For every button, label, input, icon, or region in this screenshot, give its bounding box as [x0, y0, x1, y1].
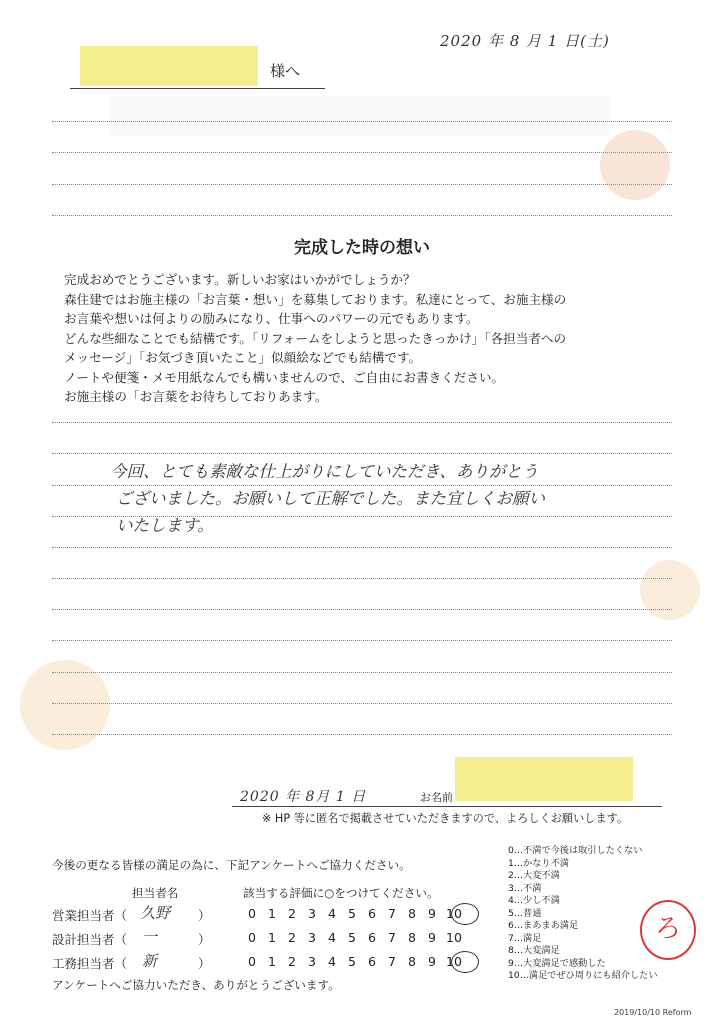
survey-thanks: アンケートへご協力いただき、ありがとうございます。 [52, 978, 340, 992]
writing-line-5 [52, 547, 672, 548]
survey-role-label: 設計担当者（ [52, 932, 128, 947]
footer-version: 2019/10/10 Reform [614, 1008, 692, 1017]
background-flower-left [20, 660, 110, 750]
background-header-block [110, 96, 610, 136]
background-flower-right [640, 560, 700, 620]
rating-option-6[interactable]: 6 [368, 954, 376, 969]
survey-role-close: ） [198, 908, 211, 923]
survey-row-design [52, 928, 492, 950]
red-circled-mark: ろ [640, 900, 696, 960]
rating-option-2[interactable]: 2 [288, 954, 296, 969]
legend-item: 9…大変満足で感動した [508, 957, 606, 969]
rating-option-1[interactable]: 1 [268, 930, 276, 945]
survey-rating-scale[interactable] [242, 954, 466, 969]
rating-option-4[interactable]: 4 [328, 930, 336, 945]
survey-staff-name: 一 [142, 928, 158, 946]
legend-item: 3…不満 [508, 882, 542, 894]
survey-staff-name: 新 [142, 952, 158, 970]
writing-line-1 [52, 422, 672, 423]
survey-role-label: 工務担当者（ [52, 956, 128, 971]
rating-option-7[interactable]: 7 [388, 906, 396, 921]
writing-line-2 [52, 453, 672, 454]
rating-option-2[interactable]: 2 [288, 906, 296, 921]
top-line-3 [52, 184, 672, 185]
legend-item: 7…満足 [508, 932, 542, 944]
survey-staff-name: 久野 [140, 904, 171, 922]
rating-option-1[interactable]: 1 [268, 906, 276, 921]
writing-line-7 [52, 609, 672, 610]
rating-option-4[interactable]: 4 [328, 906, 336, 921]
signature-name-label: お名前 [420, 791, 453, 804]
intro-line: 完成おめでとうございます。新しいお家はいかがでしょうか？ [64, 272, 416, 287]
writing-line-11 [52, 734, 672, 735]
signature-underline [232, 806, 662, 807]
legend-item: 2…大変不満 [508, 870, 560, 881]
handwritten-line: いたします。 [116, 516, 214, 535]
rating-option-9[interactable]: 9 [428, 930, 436, 945]
handwritten-line: ございました。お願いして正解でした。また宜しくお願い [116, 489, 545, 508]
rating-option-8[interactable]: 8 [408, 954, 416, 969]
top-line-2 [52, 152, 672, 153]
rating-option-4[interactable]: 4 [328, 954, 336, 969]
handwritten-line: 今回、とても素敵な仕上がりにしていただき、ありがとう [110, 462, 539, 481]
top-line-4 [52, 215, 672, 216]
rating-legend [508, 845, 658, 983]
rating-option-9[interactable]: 9 [428, 906, 436, 921]
rating-option-0[interactable]: 0 [248, 930, 256, 945]
rating-option-5[interactable]: 5 [348, 930, 356, 945]
document-date: 2020 年 8 月 1 日(土) [440, 32, 610, 50]
intro-line: ノートや便箋・メモ用紙なんでも構いませんので、ご自由にお書きください。 [64, 369, 505, 385]
rating-option-9[interactable]: 9 [428, 954, 436, 969]
rating-option-3[interactable]: 3 [308, 906, 316, 921]
rating-circle-mark [451, 951, 479, 973]
writing-line-8 [52, 640, 672, 641]
intro-line: 森住建ではお施主様の「お言葉・想い」を募集しております。私達にとって、お施主様の [64, 291, 567, 307]
legend-item: 4…少し不満 [508, 895, 560, 906]
rating-option-3[interactable]: 3 [308, 930, 316, 945]
writing-line-6 [52, 578, 672, 579]
rating-option-10[interactable]: 10 [446, 954, 462, 969]
rating-option-8[interactable]: 8 [408, 930, 416, 945]
rating-option-5[interactable]: 5 [348, 954, 356, 969]
handwritten-message [110, 458, 545, 539]
rating-option-10[interactable]: 10 [446, 930, 462, 945]
recipient-underline [70, 88, 325, 89]
legend-item: 8…大変満足 [508, 945, 560, 956]
intro-line: どんな些細なことでも結構です。「リフォームをしようと思ったきっかけ」「各担当者への [64, 330, 567, 346]
rating-option-5[interactable]: 5 [348, 906, 356, 921]
legend-item: 1…かなり不満 [508, 857, 569, 869]
rating-option-7[interactable]: 7 [388, 954, 396, 969]
survey-role-close: ） [198, 932, 211, 947]
recipient-name-redaction [80, 46, 258, 86]
top-line-1 [52, 121, 672, 122]
legend-item: 5…普通 [508, 907, 542, 919]
survey-rating-header: 該当する評価に○をつけてください。 [243, 886, 439, 900]
survey-staff-header: 担当者名 [132, 886, 179, 900]
legend-item: 10…満足でぜひ周りにも紹介したい [508, 970, 658, 981]
survey-role-close: ） [198, 956, 211, 971]
rating-option-8[interactable]: 8 [408, 906, 416, 921]
legend-item: 6…まあまあ満足 [508, 920, 579, 931]
rating-option-6[interactable]: 6 [368, 906, 376, 921]
rating-option-2[interactable]: 2 [288, 930, 296, 945]
rating-option-1[interactable]: 1 [268, 954, 276, 969]
section-title: 完成した時の想い [294, 238, 430, 258]
writing-line-9 [52, 672, 672, 673]
signature-name-redaction [455, 757, 633, 801]
rating-option-7[interactable]: 7 [388, 930, 396, 945]
rating-option-10[interactable]: 10 [446, 906, 462, 921]
rating-option-0[interactable]: 0 [248, 954, 256, 969]
survey-intro: 今後の更なる皆様の満足の為に、下記アンケートへご協力ください。 [52, 858, 411, 872]
survey-rating-scale[interactable] [242, 930, 466, 945]
writing-line-10 [52, 703, 672, 704]
rating-option-0[interactable]: 0 [248, 906, 256, 921]
recipient-suffix: 様へ [270, 62, 301, 80]
intro-paragraph [64, 270, 566, 407]
survey-rating-scale[interactable] [242, 906, 466, 921]
intro-line: お施主様の「お言葉をお待ちしておりあます。 [64, 389, 328, 404]
rating-circle-mark [451, 903, 479, 925]
rating-option-3[interactable]: 3 [308, 954, 316, 969]
intro-line: メッセージ」「お気づき頂いたこと」似顔絵などでも結構です。 [64, 350, 422, 365]
signature-date: 2020 年 8月 1 日 [240, 789, 367, 805]
rating-option-6[interactable]: 6 [368, 930, 376, 945]
survey-row-construction [52, 952, 492, 974]
survey-row-sales [52, 904, 492, 926]
background-flower-top-right [600, 130, 670, 200]
hp-note: ※ HP 等に匿名で掲載させていただきますので、よろしくお願いします。 [262, 812, 629, 825]
survey-role-label: 営業担当者（ [52, 908, 128, 923]
intro-line: お言葉や想いは何よりの励みになり、仕事へのパワーの元でもあります。 [64, 311, 479, 326]
legend-item: 0…不満で今後は取引したくない [508, 845, 643, 856]
